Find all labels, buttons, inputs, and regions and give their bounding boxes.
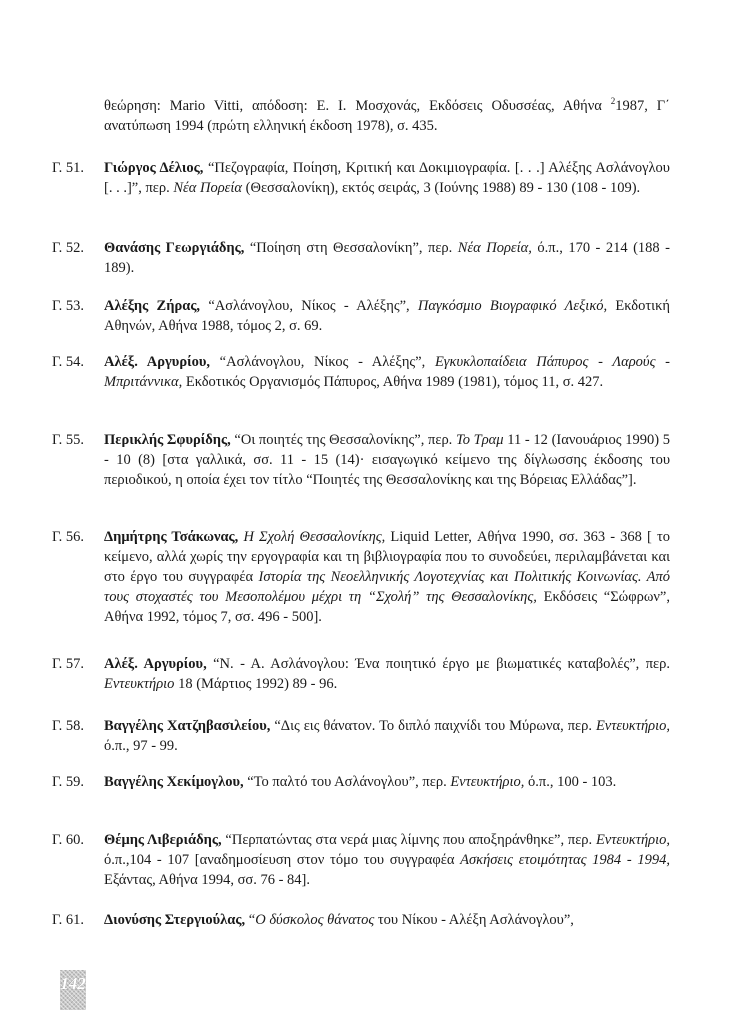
author-name: Βαγγέλης Χεκίμογλου, — [104, 774, 244, 790]
entry-text-segment: 2 — [610, 96, 616, 107]
entry-number: Γ. 58. — [52, 718, 85, 734]
entry-text — [104, 716, 670, 756]
entry-text-segment: ό.π.,104 - 107 [αναδημοσίευση στον τόμο του συγγραφέα — [104, 852, 461, 868]
author-name: Περικλής Σφυρίδης, — [104, 432, 231, 448]
entry-text-segment: “Πεζογραφία, Ποίηση, Κριτική και Δοκιμιογραφία. [. . .] Αλέξης Ασλάνογλου [. . .]”, περ. — [104, 160, 670, 196]
publication-title: Η Σχολή Θεσσαλονίκης, — [243, 529, 386, 545]
entry-number: Γ. 56. — [52, 529, 85, 545]
entry-text — [104, 296, 670, 336]
entry-text — [104, 830, 670, 890]
entry-text — [104, 654, 670, 694]
publication-title: Εντευκτήριο, — [450, 774, 525, 790]
entry-text-segment: 1987, Γ΄ ανατύπωση 1994 (πρώτη ελληνική έκδοση 1978), σ. 435. — [104, 98, 670, 134]
entry-text — [104, 352, 670, 392]
entry-text — [104, 96, 670, 136]
entry-text-segment: “Περπατώντας στα νερά μιας λίμνης που αποξηράνθηκε”, περ. — [221, 832, 596, 848]
entry-text — [104, 238, 670, 278]
entry-text-segment: “Ασλάνογλου, Νίκος - Αλέξης”, — [209, 354, 435, 370]
publication-title: Νέα Πορεία — [173, 180, 243, 196]
entry-number: Γ. 59. — [52, 774, 85, 790]
author-name: Διονύσης Στεργιούλας, — [104, 912, 246, 928]
entry-text-segment: του Νίκου - Αλέξη Ασλάνογλου”, — [374, 912, 574, 928]
publication-title: Εντευκτήριο, — [595, 718, 670, 734]
entry-text-segment: ό.π., 97 - 99. — [104, 738, 178, 754]
entry-text-segment: Εξάντας, Αθήνα 1994, σσ. 76 - 84]. — [104, 872, 310, 888]
entry-text-segment: ό.π., 170 - 214 (188 - 189). — [104, 240, 670, 276]
entry-text-segment: Liquid Letter, Αθήνα 1990, σσ. 363 - 368 [ το κείμενο, αλλά χωρίς την εργογραφία και τη βιβλιογραφία που το συνοδεύει, περιλαμβάνεται και στο έργο του συγγραφέα — [104, 529, 671, 585]
entry-text-segment: “Το παλτό του Ασλάνογλου”, περ. — [243, 774, 451, 790]
entry-text-segment: Εκδοτικός Οργανισμός Πάπυρος, Αθήνα 1989 (1981), τόμος 11, σ. 427. — [182, 374, 604, 390]
entry-number: Γ. 53. — [52, 298, 85, 314]
entry-text — [104, 527, 670, 627]
page-number: 142 — [60, 974, 86, 993]
entry-text-segment: (Θεσσαλονίκη), εκτός σειράς, 3 (Ιούνης 1988) 89 - 130 (108 - 109). — [242, 180, 641, 196]
entry-text — [104, 430, 670, 490]
publication-title: Ο δύσκολος θάνατος — [255, 912, 375, 928]
publication-title: Εντευκτήριο — [104, 676, 175, 692]
author-name: Αλέξ. Αργυρίου, — [104, 656, 207, 672]
entry-text-segment: Εκδόσεις “Σώφρων”, Αθήνα 1992, τόμος 7, σσ. 496 - 500]. — [104, 589, 670, 625]
author-name: Θέμης Λιβεριάδης, — [104, 832, 222, 848]
author-name: Θανάσης Γεωργιάδης, — [104, 240, 245, 256]
publication-title: Ιστορία της Νεοελληνικής Λογοτεχνίας και Πολιτικής Κοινωνίας. Από τους στοχαστές του Μεσοπολέμου μέχρι τη “Σχολή” της Θεσσαλονίκης, — [104, 569, 670, 605]
publication-title: Εγκυκλοπαίδεια Πάπυρος - Λαρούς - Μπριτάννικα, — [104, 354, 670, 390]
publication-title: Το Τραμ — [455, 432, 504, 448]
entry-number: Γ. 57. — [52, 656, 85, 672]
entry-number: Γ. 61. — [52, 912, 85, 928]
author-name: Αλέξης Ζήρας, — [104, 298, 201, 314]
publication-title: Εντευκτήριο, — [595, 832, 671, 848]
entry-text — [104, 158, 670, 198]
entry-text-segment: “Ν. - Α. Ασλάνογλου: Ένα ποιητικό έργο με βιωματικές καταβολές”, περ. — [206, 656, 670, 672]
entry-text-segment: θεώρηση: Mario Vitti, απόδοση: Ε. Ι. Μοσχονάς, Εκδόσεις Οδυσσέας, Αθήνα — [104, 98, 611, 114]
entry-text-segment: ό.π., 100 - 103. — [524, 774, 617, 790]
entry-text-segment: “Οι ποιητές της Θεσσαλονίκης”, περ. — [230, 432, 456, 448]
entry-number: Γ. 51. — [52, 160, 85, 176]
publication-title: Νέα Πορεία, — [457, 240, 532, 256]
publication-title: Ασκήσεις ετοιμότητας 1984 - 1994, — [460, 852, 670, 868]
publication-title: Παγκόσμιο Βιογραφικό Λεξικό, — [417, 298, 608, 314]
entry-number: Γ. 52. — [52, 240, 85, 256]
author-name: Βαγγέλης Χατζηβασιλείου, — [104, 718, 271, 734]
entry-number: Γ. 54. — [52, 354, 85, 370]
entry-number: Γ. 60. — [52, 832, 85, 848]
entry-text-segment: “Ποίηση στη Θεσσαλονίκη”, περ. — [244, 240, 458, 256]
entry-text-segment: 11 - 12 (Ιανουάριος 1990) 5 - 10 (8) [στα γαλλικά, σσ. 11 - 15 (14)· εισαγωγικό κείμενο της δίγλωσσης έκδοσης του περιοδικού, η οποία έχει τον τίτλο “Ποιητές της Θεσσαλονίκης και της Βόρειας Ελλάδας”]. — [104, 432, 670, 488]
entry-text — [104, 772, 670, 792]
entry-text-segment: “Ασλάνογλου, Νίκος - Αλέξης”, — [200, 298, 418, 314]
entry-text-segment: “ — [245, 912, 256, 928]
entry-number: Γ. 55. — [52, 432, 85, 448]
entry-text — [104, 910, 670, 930]
entry-text-segment: Εκδοτική Αθηνών, Αθήνα 1988, τόμος 2, σ. 69. — [104, 298, 670, 334]
entry-text-segment: “Δις εις θάνατον. Το διπλό παιχνίδι του Μύρωνα, περ. — [270, 718, 596, 734]
author-name: Γιώργος Δέλιος, — [104, 160, 204, 176]
author-name: Δημήτρης Τσάκωνας, — [104, 529, 239, 545]
author-name: Αλέξ. Αργυρίου, — [104, 354, 210, 370]
entry-text-segment: 18 (Μάρτιος 1992) 89 - 96. — [174, 676, 338, 692]
